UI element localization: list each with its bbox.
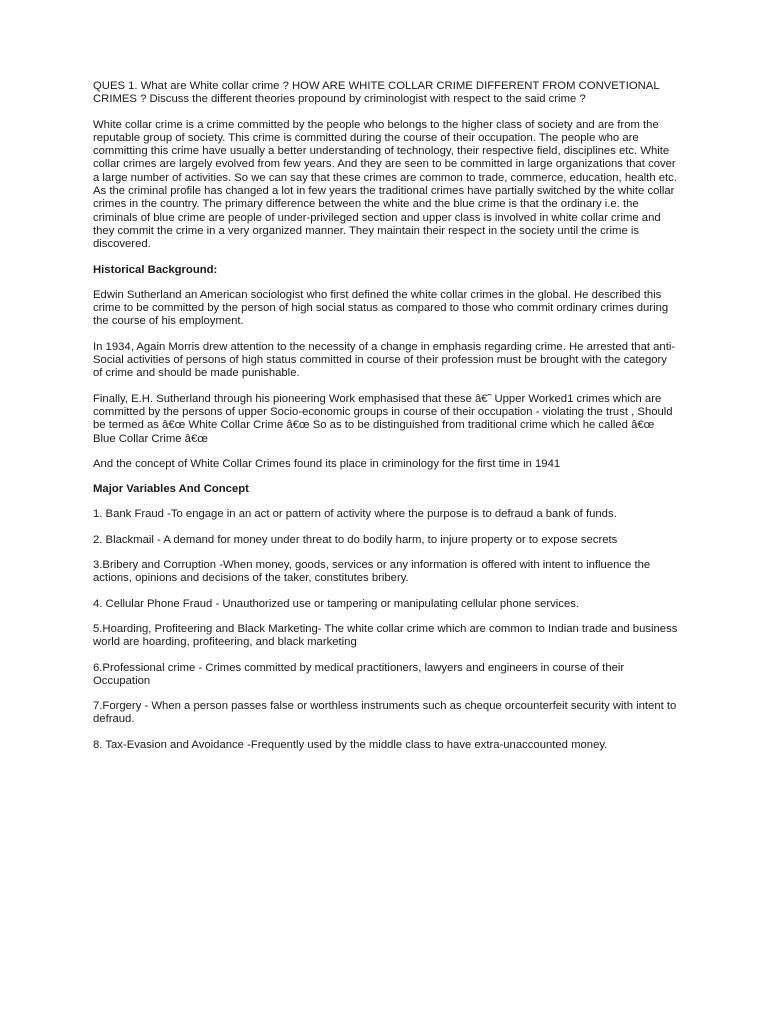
historical-background-heading: Historical Background: bbox=[93, 263, 218, 276]
document-body bbox=[93, 80, 678, 764]
historical-paragraph-2: In 1934, Again Morris drew attention to the necessity of a change in emphasis regarding crime. He arrested that anti-Social activities of persons of high status committed in course of their profession must be brought with the category of crime and should be made punishable. bbox=[93, 340, 676, 380]
historical-paragraph-4: And the concept of White Collar Crimes found its place in criminology for the first time in 1941 bbox=[93, 457, 561, 470]
major-variables-heading: Major Variables And Concept bbox=[93, 483, 249, 496]
variable-item: 1. Bank Fraud -To engage in an act or pattern of activity where the purpose is to defraud a bank of funds. bbox=[93, 508, 617, 521]
variable-item: 8. Tax-Evasion and Avoidance -Frequently used by the middle class to have extra-unaccounted money. bbox=[93, 738, 608, 751]
question-text: QUES 1. What are White collar crime ? HOW ARE WHITE COLLAR CRIME DIFFERENT FROM CONVETIONAL CRIMES ? Discuss the different theories propound by criminologist with respect to the said crime ? bbox=[93, 80, 660, 106]
historical-paragraph-3: Finally, E.H. Sutherland through his pioneering Work emphasised that these â€˜ Upper Worked1 crimes which are committed by the persons of upper Socio-economic groups in course of their occupation - violating the trust , Should be termed as â€œ White Collar Crime â€œ So as to be distinguished from traditional crime which he called â€œ Blue Collar Crime â€œ bbox=[93, 392, 673, 445]
historical-paragraph-1: Edwin Sutherland an American sociologist who first defined the white collar crimes in the global. He described this crime to be committed by the person of high social status as compared to those who commit ordinary crimes during the course of his employment. bbox=[93, 288, 669, 328]
variable-item: 3.Bribery and Corruption -When money, goods, services or any information is offered with intent to influence the actions, opinions and decisions of the taker, constitutes bribery. bbox=[93, 559, 651, 585]
variable-item: 7.Forgery - When a person passes false or worthless instruments such as cheque orcounterfeit security with intent to defraud. bbox=[93, 700, 677, 726]
variable-item: 2. Blackmail - A demand for money under threat to do bodily harm, to injure property or to expose secrets bbox=[93, 533, 618, 546]
intro-paragraph: White collar crime is a crime committed by the people who belongs to the higher class of society and are from the reputable group of society. This crime is committed during the course of their occupation. The people who are committing this crime have usually a better understanding of technology, their respective field, disciplines etc. White collar crimes are largely evolved from few years. And they are seen to be committed in large organizations that cover a large number of activities. So we can say that these crimes are common to trade, commerce, education, health etc. As the criminal profile has changed a lot in few years the traditional crimes have partially switched by the white collar crimes in the country. The primary difference between the white and the blue crime is that the ordinary i.e. the criminals of blue crime are people of under-privileged section and upper class is involved in white collar crime and they commit the crime in a very organized manner. They maintain their respect in the society until the crime is discovered. bbox=[93, 118, 677, 251]
variable-item: 4. Cellular Phone Fraud - Unauthorized use or tampering or manipulating cellular phone services. bbox=[93, 597, 580, 610]
variable-item: 6.Professional crime - Crimes committed by medical practitioners, lawyers and engineers in course of their Occupation bbox=[93, 661, 625, 687]
variable-item: 5.Hoarding, Profiteering and Black Marketing- The white collar crime which are common to Indian trade and business world are hoarding, profiteering, and black marketing bbox=[93, 622, 678, 649]
